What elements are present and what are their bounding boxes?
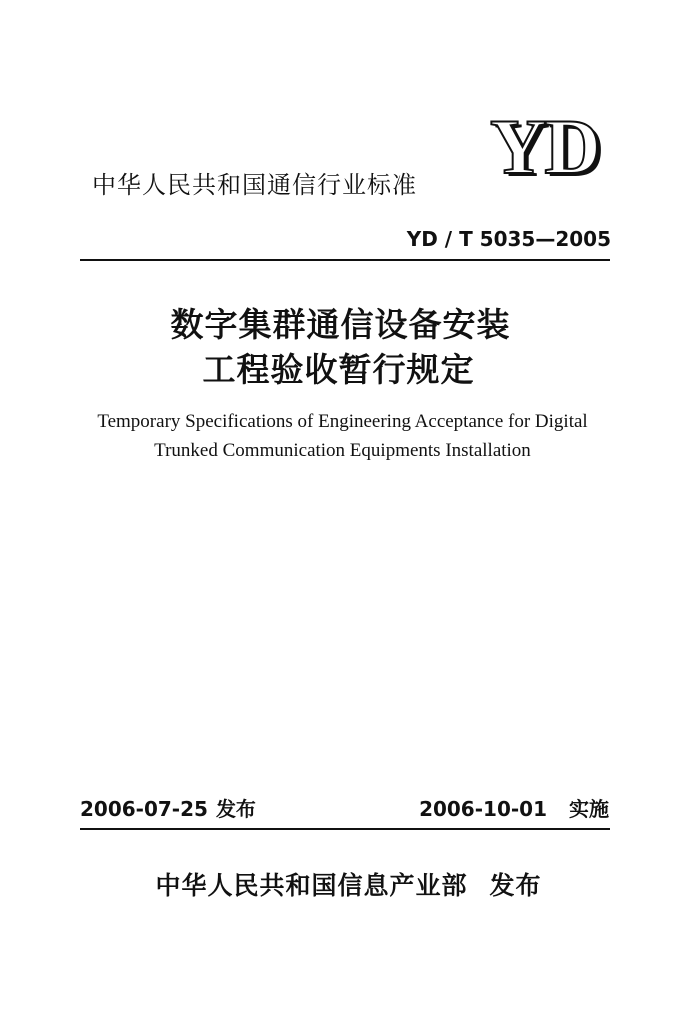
title-en-line1: Temporary Specifications of Engineering Acceptance for Digital [97,411,588,432]
issue-label: 发布 [215,797,256,821]
bottom-divider [80,828,610,830]
publisher-block [0,870,697,902]
industry-standard-label: 中华人民共和国通信行业标准 [92,171,417,199]
title-cn-line1: 数字集群通信设备安装 [170,305,511,344]
title-en-line2: Trunked Communication Equipments Installation [154,440,531,461]
publisher-label: 发布 [489,871,542,900]
title-cn-line2: 工程验收暂行规定 [202,350,475,389]
issue-date-block [80,796,256,822]
effective-label: 实施 [569,797,609,821]
yd-logo: YD [490,103,599,190]
top-divider [80,259,610,261]
publisher-name: 中华人民共和国信息产业部 [155,871,468,900]
effective-date-block [419,796,609,822]
issue-date: 2006-07-25 [80,797,208,821]
effective-date: 2006-10-01 [419,797,547,821]
standard-code: YD / T 5035—2005 [406,227,611,251]
